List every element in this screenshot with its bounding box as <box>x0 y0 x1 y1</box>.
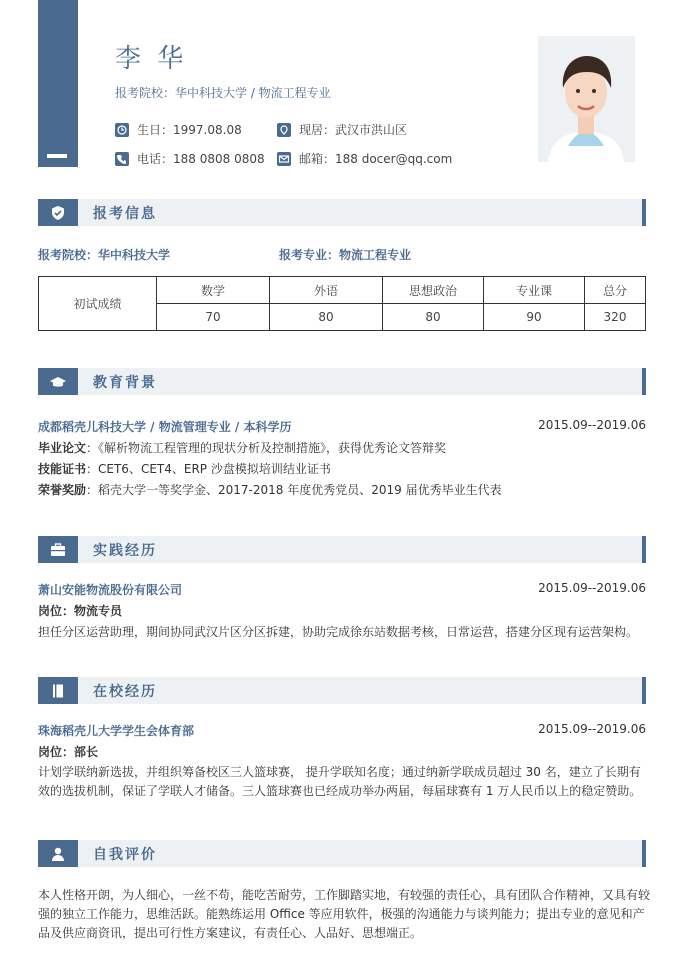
cert-text: ：CET6、CET4、ERP 沙盘模拟培训结业证书 <box>86 462 331 476</box>
clock-icon <box>115 123 129 137</box>
section-end-bar <box>642 677 646 704</box>
cert-label: 技能证书 <box>38 462 87 476</box>
location-pin-icon <box>277 123 291 137</box>
section-end-bar <box>642 840 646 867</box>
education-honor <box>38 481 502 498</box>
score-value: 320 <box>585 304 646 331</box>
section-practice-header <box>38 536 646 563</box>
score-header: 外语 <box>270 277 383 304</box>
birth-info <box>115 121 242 138</box>
thesis-label: 毕业论文 <box>38 441 87 455</box>
location-text: 现居：武汉市洪山区 <box>299 123 408 137</box>
practice-desc: 担任分区运营助理，期间协同武汉片区分区拆建，协助完成徐东站数据考核，日常运营，搭建分区现有运营架构。 <box>38 625 639 639</box>
section-end-bar <box>642 199 646 226</box>
score-value: 80 <box>270 304 383 331</box>
header-accent-bar <box>38 0 78 167</box>
phone-icon <box>115 152 129 166</box>
education-thesis <box>38 439 446 456</box>
section-title: 在校经历 <box>93 684 157 700</box>
thesis-text: ：《解析物流工程管理的现状分析及控制措施》，获得优秀论文答辩奖 <box>86 441 447 455</box>
score-value: 70 <box>157 304 270 331</box>
apply-major: 报考专业：物流工程专业 <box>279 248 412 262</box>
mail-icon <box>277 152 291 166</box>
section-campus-header <box>38 677 646 704</box>
briefcase-icon <box>38 536 78 563</box>
section-title: 自我评价 <box>93 847 157 863</box>
email-info <box>277 150 452 167</box>
campus-date: 2015.09--2019.06 <box>538 722 646 736</box>
section-self-header <box>38 840 646 867</box>
graduation-cap-icon <box>38 368 78 395</box>
header-subtitle: 报考院校：华中科技大学 / 物流工程专业 <box>115 86 331 100</box>
score-value: 80 <box>383 304 484 331</box>
birth-text: 生日：1997.08.08 <box>137 123 242 137</box>
campus-position: 岗位：部长 <box>38 745 99 759</box>
phone-info <box>115 150 265 167</box>
section-title: 教育背景 <box>93 375 157 391</box>
education-cert <box>38 460 331 477</box>
section-end-bar <box>642 536 646 563</box>
score-table <box>38 276 646 331</box>
score-value: 90 <box>484 304 585 331</box>
section-title: 报考信息 <box>93 206 157 222</box>
campus-desc: 计划学联纳新选拔，并组织筹备校区三人篮球赛， 提升学联知名度；通过纳新学联成员超过 30 名，建立了长期有效的选拔机制，保证了学联人才储备。三人篮球赛也已经成功举办两届，每届球赛有 1 万人民币以上的稳定赞助。 <box>38 765 642 798</box>
profile-photo <box>538 36 635 162</box>
book-icon <box>38 677 78 704</box>
honor-label: 荣誉奖励 <box>38 483 87 497</box>
education-title: 成都稻壳儿科技大学 / 物流管理专业 / 本科学历 <box>38 420 292 434</box>
education-date: 2015.09--2019.06 <box>538 418 646 432</box>
person-name: 李 华 <box>115 44 188 74</box>
phone-text: 电话：188 0808 0808 <box>137 152 265 166</box>
self-desc: 本人性格开朗，为人细心，一丝不苟，能吃苦耐劳，工作脚踏实地，有较强的责任心，具有团队合作精神，又具有较强的独立工作能力，思维活跃。能熟练运用 Office 等应用软件，极强的沟通能力与谈判能力；提出专业的意见和产品及供应商资讯，提出可行性方案建议，有责任心、人品好、思想端正。 <box>38 888 651 940</box>
user-icon <box>38 840 78 867</box>
section-education-header <box>38 368 646 395</box>
practice-company: 萧山安能物流股份有限公司 <box>38 583 183 597</box>
section-end-bar <box>642 368 646 395</box>
shield-icon <box>38 199 78 226</box>
honor-text: ：稻壳大学一等奖学金、2017-2018 年度优秀党员、2019 届优秀毕业生代表 <box>86 483 502 497</box>
section-apply-header <box>38 199 646 226</box>
score-header: 思想政治 <box>383 277 484 304</box>
location-info <box>277 121 407 138</box>
score-header: 专业课 <box>484 277 585 304</box>
accent-dash <box>47 154 67 158</box>
campus-org: 珠海稻壳儿大学学生会体育部 <box>38 724 195 738</box>
practice-position: 岗位：物流专员 <box>38 604 123 618</box>
practice-date: 2015.09--2019.06 <box>538 581 646 595</box>
score-row-label: 初试成绩 <box>39 277 157 331</box>
score-header: 总分 <box>585 277 646 304</box>
score-header: 数学 <box>157 277 270 304</box>
email-text: 邮箱：188 docer@qq.com <box>299 152 453 166</box>
section-title: 实践经历 <box>93 543 157 559</box>
apply-school: 报考院校：华中科技大学 <box>38 248 171 262</box>
